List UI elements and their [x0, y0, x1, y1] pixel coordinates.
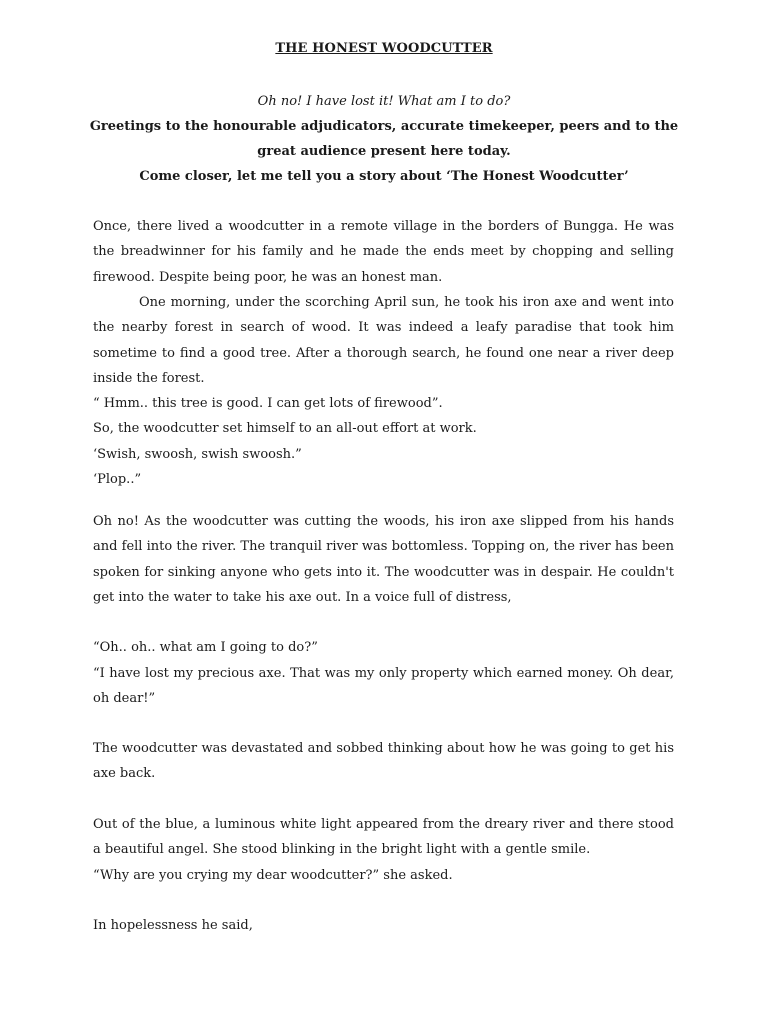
- document-title: THE HONEST WOODCUTTER: [275, 41, 493, 56]
- intro-exclamation: Oh no! I have lost it! What am I to do?: [257, 94, 511, 109]
- line-plop-sound: ‘Plop..”: [93, 472, 142, 487]
- dialogue-angel-question: “Why are you crying my dear woodcutter?” she asked.: [93, 868, 453, 883]
- dialogue-what-to-do: “Oh.. oh.. what am I going to do?”: [93, 640, 318, 655]
- paragraph-angel-appears: Out of the blue, a luminous white light appeared from the dreary river and there stood a beautiful angel. She stood blinking in the bright light with a gentle smile.: [93, 817, 674, 858]
- paragraph-intro-woodcutter: Once, there lived a woodcutter in a remote village in the borders of Bungga. He was the breadwinner for his family and he made the ends meet by chopping and selling firewood. Despite being poor, he was an honest man.: [93, 219, 674, 285]
- intro-invitation: Come closer, let me tell you a story about ‘The Honest Woodcutter’: [139, 169, 629, 184]
- line-set-to-work: So, the woodcutter set himself to an all-out effort at work.: [93, 421, 477, 436]
- paragraph-axe-lost: Oh no! As the woodcutter was cutting the woods, his iron axe slipped from his hands and fell into the river. The tranquil river was bottomless. Topping on, the river has been spoken for sinking anyone who gets into it. The woodcutter was in despair. He couldn't get into the water to take his axe out. In a voice full of distress,: [93, 514, 674, 605]
- line-hopelessness: In hopelessness he said,: [93, 918, 253, 933]
- paragraph-morning-forest: One morning, under the scorching April sun, he took his iron axe and went into the nearby forest in search of wood. It was indeed a leafy paradise that took him sometime to find a good tree. After a thorough search, he found one near a river deep inside the forest.: [93, 295, 674, 386]
- line-swish-sound: ‘Swish, swoosh, swish swoosh.”: [93, 447, 302, 462]
- paragraph-devastated: The woodcutter was devastated and sobbed thinking about how he was going to get his axe back.: [93, 741, 674, 782]
- intro-greeting: Greetings to the honourable adjudicators, accurate timekeeper, peers and to the great audience present here today.: [89, 119, 679, 159]
- dialogue-lost-axe: “I have lost my precious axe. That was my only property which earned money. Oh dear, oh dear!”: [93, 666, 674, 707]
- dialogue-tree-good: “ Hmm.. this tree is good. I can get lots of firewood”.: [93, 396, 443, 411]
